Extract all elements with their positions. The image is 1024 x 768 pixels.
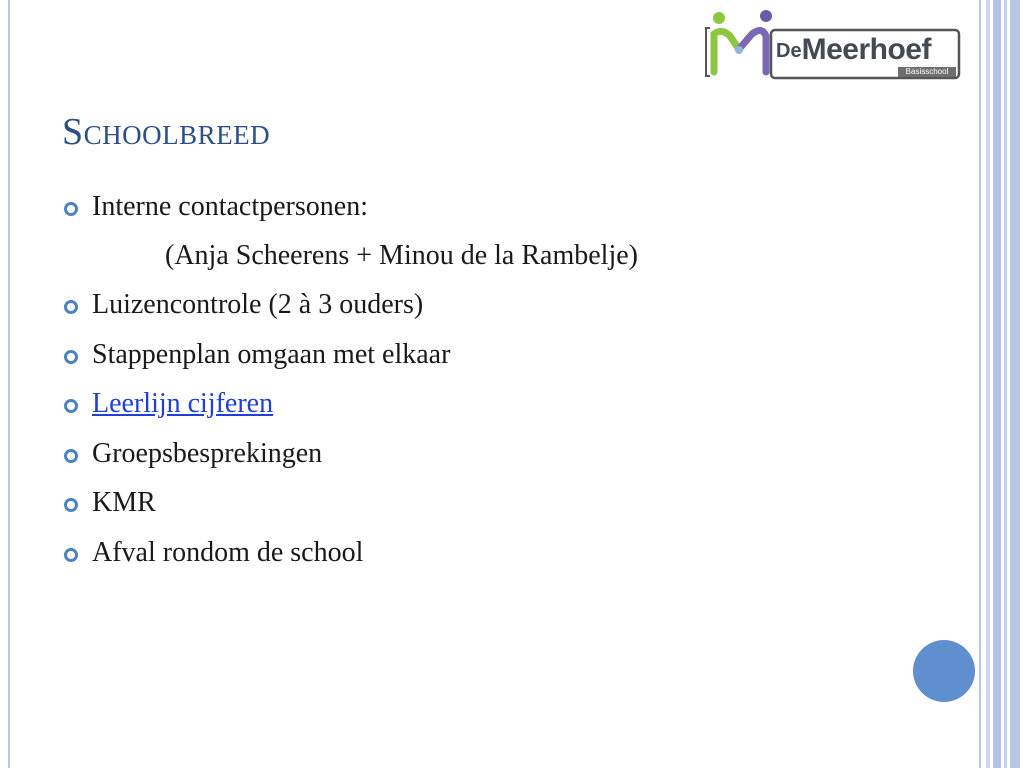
left-border-line: [8, 0, 10, 768]
right-border-stripe: [993, 0, 1001, 768]
bullet-icon: [64, 300, 78, 314]
right-border-stripe: [1004, 0, 1007, 768]
list-item-text: Luizencontrole (2 à 3 ouders): [92, 289, 424, 320]
leerlijn-cijferen-link[interactable]: Leerlijn cijferen: [92, 388, 274, 419]
logo-prefix: De: [776, 40, 802, 62]
slide-title: Schoolbreed: [62, 111, 271, 153]
right-border-stripe: [1010, 0, 1020, 768]
right-border-stripe: [986, 0, 990, 768]
bullet-icon: [64, 498, 78, 512]
list-item-text: Groepsbesprekingen: [92, 438, 323, 469]
logo-name: Meerhoef: [801, 33, 931, 66]
bullet-icon: [64, 202, 78, 216]
decorative-circle: [913, 640, 975, 702]
list-item-text: Stappenplan omgaan met elkaar: [92, 339, 451, 370]
bullet-icon: [64, 399, 78, 413]
logo-wordmark: [776, 33, 931, 67]
right-border-stripe: [979, 0, 981, 768]
list-item-text: Interne contactpersonen:: [92, 191, 368, 222]
bullet-icon: [64, 350, 78, 364]
logo-subtitle: Basisschool: [898, 67, 956, 77]
list-item-text: KMR: [92, 487, 156, 518]
list-item-subtext: (Anja Scheerens + Minou de la Rambelje): [165, 240, 638, 271]
bullet-icon: [64, 449, 78, 463]
bullet-icon: [64, 548, 78, 562]
list-item-text: Afval rondom de school: [92, 537, 364, 568]
